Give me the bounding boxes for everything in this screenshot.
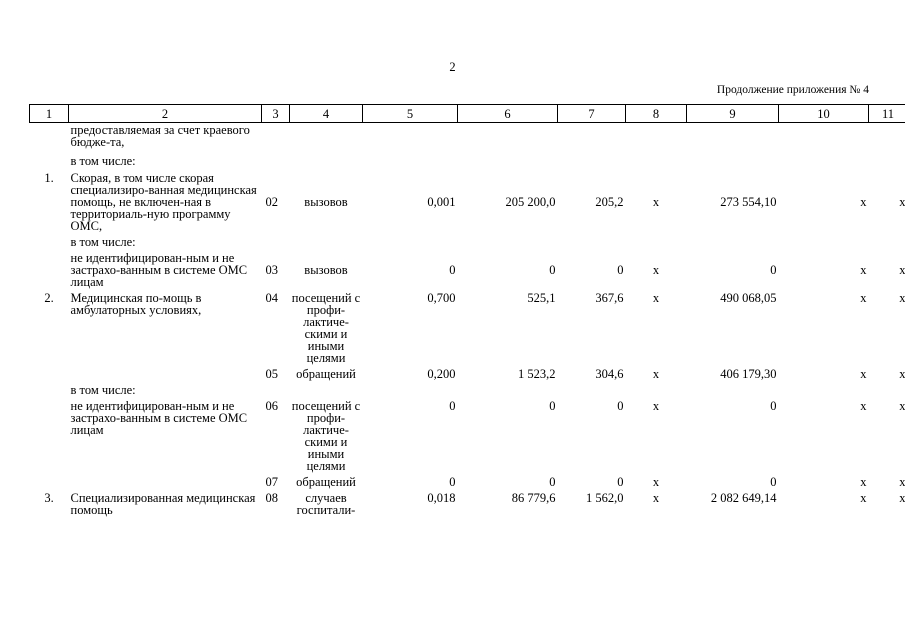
column-header: 7 [558,105,626,123]
col9-value: 406 179,30 [720,367,777,381]
table-row [30,251,905,291]
column-header: 5 [363,105,458,123]
col9-value [687,154,779,171]
col6-value [458,383,558,399]
row-number: 2. [44,291,54,305]
row-number [30,235,69,251]
row-unit: случаев госпитали- [296,491,356,517]
col6-value [458,235,558,251]
row-number [30,154,69,171]
col5-value [363,123,458,155]
col9-value: 0 [770,263,777,277]
col10-value: x [860,475,867,489]
col5-value: 0 [449,475,456,489]
col10-value: x [860,195,867,209]
col7-value [558,383,626,399]
column-header: 9 [687,105,779,123]
col6-value: 1 523,2 [518,367,556,381]
row-code: 05 [265,367,278,381]
col5-value: 0,018 [427,491,456,505]
row-unit [290,154,363,171]
row-name: Скорая, в том числе скорая специализиро-ванная медицинская помощь, не включен-ная в территориаль-ную программу ОМС, [70,171,257,233]
col11-value [869,235,905,251]
col6-value [458,123,558,155]
col7-value: 0 [617,399,624,413]
col7-value: 367,6 [595,291,624,305]
col7-value [558,123,626,155]
col8-value: x [652,263,660,277]
table-row [30,123,905,155]
row-code: 08 [265,491,278,505]
column-header: 6 [458,105,558,123]
col6-value: 0 [549,263,556,277]
col8-value: x [652,195,660,209]
col9-value: 0 [770,399,777,413]
row-code [262,154,290,171]
row-unit: обращений [296,367,356,381]
col7-value: 205,2 [595,195,624,209]
col7-value: 0 [617,263,624,277]
col10-value [779,154,869,171]
col8-value: x [652,475,660,489]
row-unit [290,123,363,155]
table-row [30,291,905,367]
row-name: Специализированная медицинская помощь [70,491,256,517]
continuation-label: Продолжение приложения № 4 [716,84,869,96]
col6-value: 525,1 [527,291,556,305]
col9-value: 2 082 649,14 [710,491,777,505]
row-unit: обращений [296,475,356,489]
row-unit [290,235,363,251]
col5-value: 0,001 [427,195,456,209]
col5-value: 0,200 [427,367,456,381]
col6-value [458,154,558,171]
col7-value [558,235,626,251]
col9-value: 273 554,10 [720,195,777,209]
col10-value: x [860,263,867,277]
col5-value: 0,700 [427,291,456,305]
table-row [30,399,905,475]
col8-value: x [652,399,660,413]
column-header: 4 [290,105,363,123]
row-number: 3. [44,491,54,505]
row-name: не идентифицирован-ным и не застрахо-ванным в системе ОМС лицам [70,251,248,289]
column-header: 11 [869,105,905,123]
row-unit [290,383,363,399]
row-code [262,123,290,155]
col10-value [779,383,869,399]
col5-value [363,154,458,171]
col9-value [687,383,779,399]
column-header: 3 [262,105,290,123]
col11-value: x [899,399,905,413]
col11-value [869,123,905,155]
header-row [30,105,905,123]
row-name: в том числе: [70,235,136,249]
row-number [30,367,69,383]
column-header: 10 [779,105,869,123]
column-header: 1 [30,105,69,123]
row-number [30,475,69,491]
row-code [262,235,290,251]
col6-value: 0 [549,475,556,489]
table-row [30,235,905,251]
row-code: 02 [265,195,278,209]
col8-value: x [652,367,660,381]
col7-value: 0 [617,475,624,489]
table-row [30,154,905,171]
col8-value [626,235,687,251]
row-number: 1. [44,171,54,185]
table-row [30,171,905,235]
row-unit: вызовов [304,263,348,277]
col6-value: 86 779,6 [511,491,556,505]
col11-value: x [899,195,905,209]
col11-value: x [899,475,905,489]
row-code: 07 [265,475,278,489]
col11-value [869,154,905,171]
col10-value: x [860,367,867,381]
col6-value: 0 [549,399,556,413]
col8-value: x [652,491,660,505]
col10-value: x [860,399,867,413]
row-number [30,251,69,291]
col10-value: x [860,491,867,505]
col10-value: x [860,291,867,305]
col8-value [626,154,687,171]
row-unit: вызовов [304,195,348,209]
col8-value: x [652,291,660,305]
col6-value: 205 200,0 [505,195,556,209]
column-header: 8 [626,105,687,123]
col11-value: x [899,291,905,305]
row-number [30,383,69,399]
col5-value [363,383,458,399]
col11-value: x [899,491,905,505]
col11-value: x [899,367,905,381]
col5-value: 0 [449,399,456,413]
row-unit: посещений с профи-лактиче-скими и иными целями [291,291,361,365]
page-number: 2 [449,60,456,74]
row-code: 06 [265,399,278,413]
col5-value [363,235,458,251]
col7-value: 304,6 [595,367,624,381]
row-name: не идентифицирован-ным и не застрахо-ванным в системе ОМС лицам [70,399,248,437]
row-name: Медицинская по-мощь в амбулаторных условиях, [70,291,202,317]
col10-value [779,235,869,251]
row-name [69,475,262,491]
row-name [69,367,262,383]
row-code: 04 [265,291,278,305]
row-unit: посещений с профи-лактиче-скими и иными целями [291,399,361,473]
table-row [30,491,905,519]
col11-value [869,383,905,399]
col8-value [626,123,687,155]
col9-value: 0 [770,475,777,489]
row-name: предоставляемая за счет краевого бюдже-та, [70,123,250,149]
col5-value: 0 [449,263,456,277]
table-row [30,367,905,383]
col9-value: 490 068,05 [720,291,777,305]
col9-value [687,123,779,155]
data-table [29,104,905,519]
table-row [30,475,905,491]
row-number [30,123,69,155]
row-code [262,383,290,399]
col8-value [626,383,687,399]
row-number [30,399,69,475]
row-code: 03 [265,263,278,277]
col9-value [687,235,779,251]
table-row [30,383,905,399]
col11-value: x [899,263,905,277]
col7-value: 1 562,0 [586,491,624,505]
column-header: 2 [69,105,262,123]
row-name: в том числе: [70,154,136,168]
col10-value [779,123,869,155]
row-name: в том числе: [70,383,136,397]
col7-value [558,154,626,171]
